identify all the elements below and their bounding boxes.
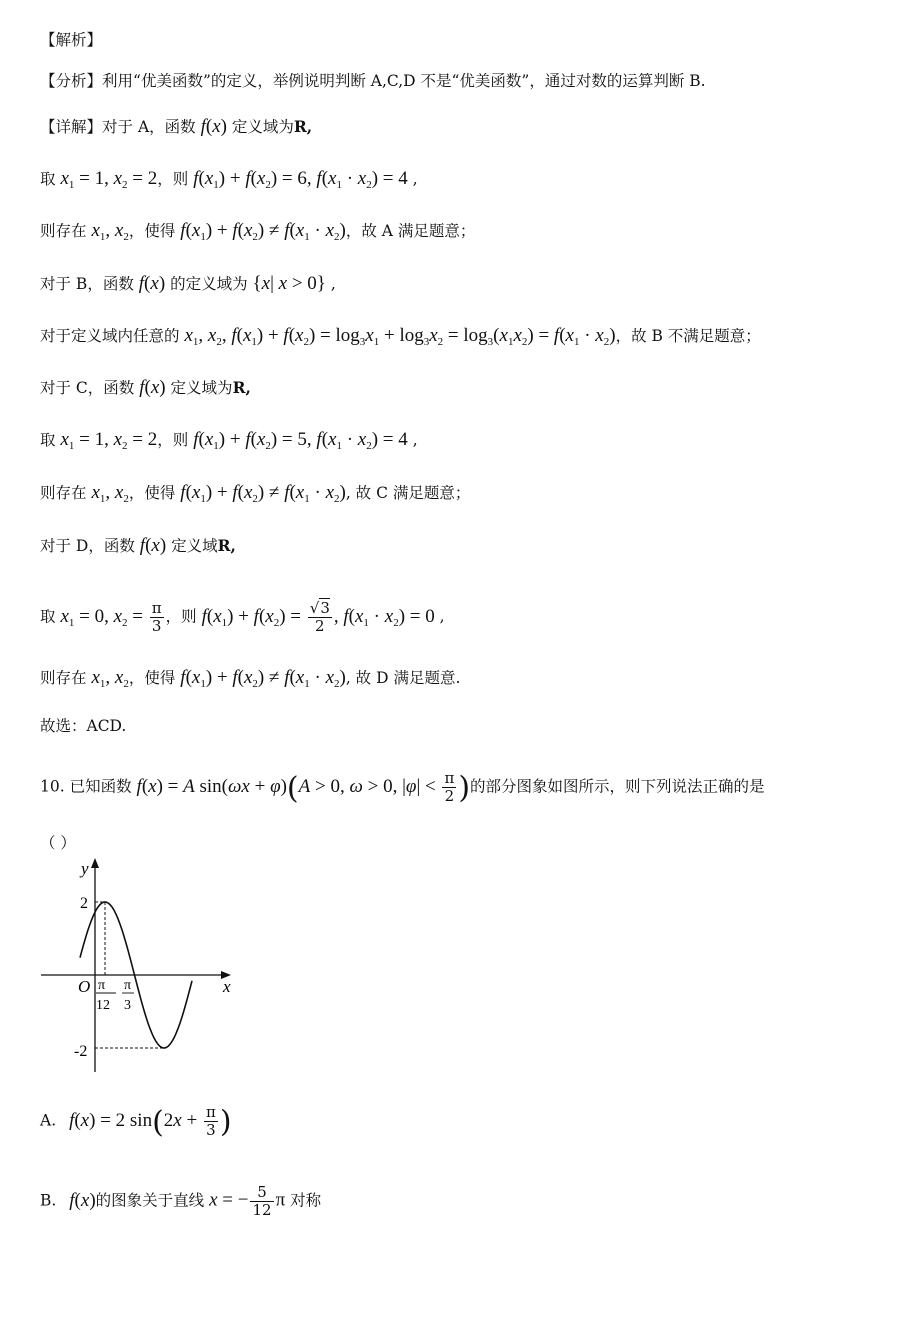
x-axis-label: x (223, 977, 231, 996)
detail-line-a1: 【详解】对于 A，函数 f(x) 定义域为R, (40, 116, 313, 137)
option-a: A. f(x) = 2 sin(2x + $\frac{\pi}{3}$ ) (40, 1103, 232, 1140)
x-tick1-num: π (98, 978, 106, 993)
line-c1: 对于 C，函数 f(x) 定义域为R, (40, 377, 251, 398)
line-d3: 则存在 $x_1$, $x_2$，使得 $f(x_1) + f(x_2) \ne f(x_1 \cdot x_2)$, 故 D 满足题意. (40, 667, 461, 690)
line-b2: 对于定义域内任意的 $x_1$, $x_2$, $f(x_1) + f(x_2) = \log_3x_1 + \log_3x_2 = \log_3(x_1x_2) = f(x_1 \cdot x_2)$，故 B 不满足题意； (40, 325, 761, 348)
detail-label: 【详解】 (40, 118, 103, 136)
analysis-line (40, 70, 706, 92)
analysis-text: 利用“优美函数”的定义，举例说明判断 A,C,D 不是“优美函数”，通过对数的运算判断 B. (102, 72, 706, 90)
x-tick2-num: π (124, 978, 132, 993)
y-min-label: -2 (74, 1043, 88, 1060)
line-d1: 对于 D，函数 f(x) 定义域R, (40, 535, 236, 556)
analysis-label: 【分析】 (40, 72, 103, 90)
q10-stem: 10. 已知函数 f(x) = A sin(ωx + φ)(A > 0, ω > 0, |φ| < $\frac{\pi}{2}$ )的部分图象如图所示，则下列说法正确的是 (40, 769, 765, 806)
x-tick2-den: 3 (124, 998, 131, 1013)
line-c3: 则存在 $x_1$, $x_2$，使得 $f(x_1) + f(x_2) \ne f(x_1 \cdot x_2)$, 故 C 满足题意； (40, 482, 471, 505)
math-a2: $x_1 = 1$, $x_2 = 2$ (60, 168, 158, 191)
origin-label: O (78, 977, 91, 996)
section-label: 【解析】 (40, 31, 103, 49)
y-axis-label: y (81, 859, 89, 878)
sine-graph (36, 852, 246, 1077)
line-a2: 取 $x_1 = 1$, $x_2 = 2$，则 $f(x_1) + f(x_2) = 6$, $f(x_1 \cdot x_2) = 4$ , (40, 168, 418, 191)
answer-line: 故选：ACD. (40, 717, 127, 735)
line-a3: 则存在 $x_1$, $x_2$，使得 $f(x_1) + f(x_2) \ne f(x_1 \cdot x_2)$，故 A 满足题意； (40, 220, 476, 243)
q10-paren: （ ） (40, 834, 76, 852)
x-tick1-den: 12 (96, 998, 110, 1013)
line-c2: 取 $x_1 = 1$, $x_2 = 2$，则 $f(x_1) + f(x_2) = 5$, $f(x_1 \cdot x_2) = 4$ , (40, 429, 418, 452)
y-max-label: 2 (80, 895, 88, 912)
line-d2: 取 $x_1 = 0$, $x_2$ = $\frac{\pi}{3}$ ，则 $f(x_1) + f(x_2)$ = $\frac{√3}{2}$ , $f(x_1 \cdot x_2) = 0$ , (40, 599, 445, 635)
option-b: B. f(x)的图象关于直线 x = − $\frac{5}{12}$ π 对称 (40, 1183, 322, 1219)
line-b1: 对于 B，函数 f(x) 的定义域为 {x| x > 0} , (40, 273, 336, 294)
math-fx: f(x) (200, 116, 227, 137)
